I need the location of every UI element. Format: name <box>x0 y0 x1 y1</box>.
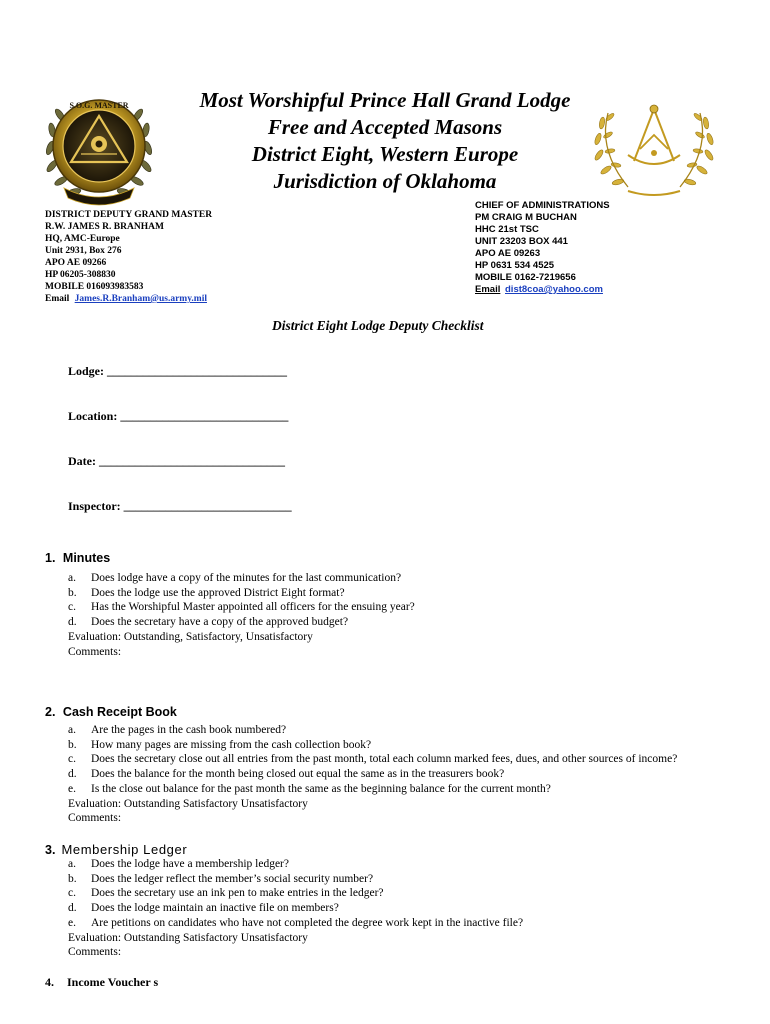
right-contact-line: PM CRAIG M BUCHAN <box>475 212 577 223</box>
left-contact-line: HQ, AMC-Europe <box>45 234 120 244</box>
section-2-heading <box>45 705 177 719</box>
right-contact-line: HP 0631 534 4525 <box>475 260 555 271</box>
list-item: c. Has the Worshipful Master appointed all officers for the ensuing year? <box>68 601 415 614</box>
title-line-1: Most Worshipful Prince Hall Grand Lodge <box>199 88 571 112</box>
right-contact-line: APO AE 09263 <box>475 248 541 259</box>
title-line-3: District Eight, Western Europe <box>251 142 519 166</box>
section-number: 2. <box>45 705 56 719</box>
evaluation-line: Evaluation: Outstanding Satisfactory Unsatisfactory <box>68 797 308 810</box>
field-location <box>68 409 288 424</box>
section-1-items <box>68 571 415 659</box>
evaluation-line: Evaluation: Outstanding, Satisfactory, Unsatisfactory <box>68 630 313 643</box>
list-item: a. Are the pages in the cash book numbered? <box>68 724 287 736</box>
field-label: Inspector: <box>68 499 121 513</box>
field-label: Lodge: <box>68 364 104 378</box>
left-contact-line: Unit 2931, Box 276 <box>45 246 122 256</box>
field-inspector <box>68 499 292 514</box>
list-item: c. Does the secretary use an ink pen to make entries in the ledger? <box>68 887 384 900</box>
left-contact-block <box>45 209 212 305</box>
field-date <box>68 454 285 469</box>
section-number: 1. <box>45 551 56 565</box>
field-blank[interactable]: ____________________________ <box>120 409 289 423</box>
list-item: a. Does the lodge have a membership ledger? <box>68 858 289 870</box>
left-contact-line: DISTRICT DEPUTY GRAND MASTER <box>45 210 213 220</box>
right-contact-line: HHC 21st TSC <box>475 224 539 235</box>
right-contact-line: UNIT 23203 BOX 441 <box>475 236 568 247</box>
list-item: e. Is the close out balance for the past month the same as the beginning balance for the current month? <box>68 782 551 795</box>
right-contact-line: MOBILE 0162-7219656 <box>475 272 576 283</box>
left-email-link[interactable]: James.R.Branham@us.army.mil <box>74 294 207 304</box>
field-blank[interactable]: ______________________________ <box>107 364 287 378</box>
left-contact-line: MOBILE 016093983583 <box>45 282 144 292</box>
section-2-items <box>68 723 677 826</box>
section-1-heading <box>45 551 110 565</box>
list-item: d. Does the balance for the month being closed out equal the same as in the treasurers book? <box>68 768 505 781</box>
field-label: Date: <box>68 454 96 468</box>
right-contact-block <box>475 200 610 296</box>
evaluation-line: Evaluation: Outstanding Satisfactory Unsatisfactory <box>68 931 308 944</box>
left-contact-line: HP 06205-308830 <box>45 270 116 280</box>
list-item: c. Does the secretary close out all entries from the past month, total each column marked fees, dues, and other sources of income? <box>68 753 678 766</box>
list-item: e. Are petitions on candidates who have not completed the degree work kept in the inactive file? <box>68 916 524 929</box>
list-item: d. Does the secretary have a copy of the approved budget? <box>68 616 349 629</box>
section-title: Membership Ledger <box>61 842 188 857</box>
left-contact-line: APO AE 09266 <box>45 258 107 268</box>
section-3-items <box>68 857 523 960</box>
comments-line: Comments: <box>68 645 122 658</box>
section-number: 4. <box>45 975 54 989</box>
list-item: b. Does the ledger reflect the member’s social security number? <box>68 872 374 885</box>
list-item: a. Does lodge have a copy of the minutes for the last communication? <box>68 572 402 584</box>
field-blank[interactable]: ____________________________ <box>123 499 292 513</box>
left-email-label: Email <box>45 294 70 304</box>
section-4-heading <box>45 975 158 990</box>
list-item: b. Does the lodge use the approved District Eight format? <box>68 586 345 599</box>
right-email-label: Email <box>475 284 501 295</box>
comments-line: Comments: <box>68 812 122 825</box>
title-line-4: Jurisdiction of Oklahoma <box>273 169 497 193</box>
section-title: Minutes <box>62 551 111 565</box>
field-label: Location: <box>68 409 118 423</box>
checklist-subtitle: District Eight Lodge Deputy Checklist <box>272 318 484 333</box>
left-contact-line: R.W. JAMES R. BRANHAM <box>45 222 164 232</box>
title-line-2: Free and Accepted Masons <box>267 115 503 139</box>
right-contact-line: CHIEF OF ADMINISTRATIONS <box>475 200 610 211</box>
section-title: Income Voucher s <box>67 975 159 989</box>
right-email-link[interactable]: dist8coa@yahoo.com <box>505 284 603 295</box>
section-number: 3. <box>45 843 56 857</box>
field-blank[interactable]: _______________________________ <box>98 454 285 468</box>
comments-line: Comments: <box>68 946 122 959</box>
list-item: d. Does the lodge maintain an inactive file on members? <box>68 902 339 915</box>
seal-left-text: S.O.G. MASTER <box>69 101 129 110</box>
field-lodge <box>68 364 287 379</box>
section-title: Cash Receipt Book <box>62 705 177 719</box>
list-item: b. How many pages are missing from the cash collection book? <box>68 738 372 751</box>
